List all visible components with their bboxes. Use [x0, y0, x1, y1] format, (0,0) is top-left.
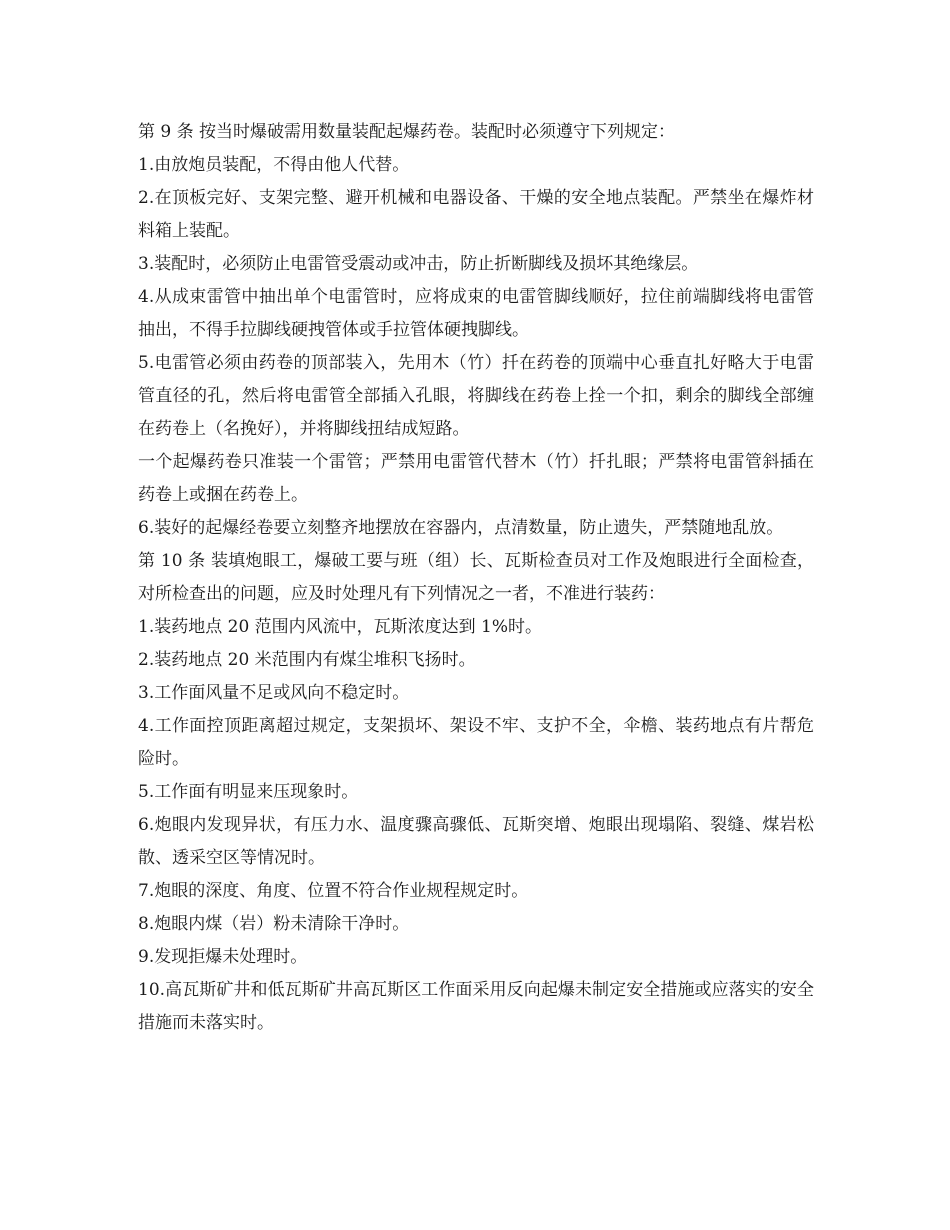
article-10-item-9: 9.发现拒爆未处理时。 [138, 947, 308, 967]
article-10-item-3: 3.工作面风量不足或风向不稳定时。 [138, 683, 410, 703]
article-10-item-7: 7.炮眼的深度、角度、位置不符合作业规程规定时。 [138, 881, 529, 901]
article-10-item-2: 2.装药地点 20 米范围内有煤尘堆积飞扬时。 [138, 650, 476, 670]
article-9-item-5-note: 一个起爆药卷只准装一个雷管；严禁用电雷管代替木（竹）扦扎眼；严禁将电雷管斜插在药卷上或捆在药卷上。 [138, 452, 814, 505]
article-9-item-1: 1.由放炮员装配，不得由他人代替。 [138, 155, 410, 175]
article-9-item-2: 2.在顶板完好、支架完整、避开机械和电器设备、干燥的安全地点装配。严禁坐在爆炸材料箱上装配。 [138, 188, 814, 241]
article-9-item-4: 4.从成束雷管中抽出单个电雷管时，应将成束的电雷管脚线顺好，拉住前端脚线将电雷管抽出，不得手拉脚线硬拽管体或手拉管体硬拽脚线。 [138, 287, 814, 340]
document-body [138, 116, 814, 1040]
article-10-item-8: 8.炮眼内煤（岩）粉未清除干净时。 [138, 914, 410, 934]
article-9-item-3: 3.装配时，必须防止电雷管受震动或冲击，防止折断脚线及损坏其绝缘层。 [138, 254, 699, 274]
article-10-item-6: 6.炮眼内发现异状，有压力水、温度骤高骤低、瓦斯突增、炮眼出现塌陷、裂缝、煤岩松散、透采空区等情况时。 [138, 815, 814, 868]
article-9-item-5: 5.电雷管必须由药卷的顶部装入，先用木（竹）扦在药卷的顶端中心垂直扎好略大于电雷管直径的孔，然后将电雷管全部插入孔眼，将脚线在药卷上拴一个扣，剩余的脚线全部缠在药卷上（名挽好），并将脚线扭结成短路。 [138, 353, 814, 439]
article-10-item-10: 10.高瓦斯矿井和低瓦斯矿井高瓦斯区工作面采用反向起爆未制定安全措施或应落实的安全措施而未落实时。 [138, 980, 814, 1033]
article-9-item-6: 6.装好的起爆经卷要立刻整齐地摆放在容器内，点清数量，防止遗失，严禁随地乱放。 [138, 518, 784, 538]
article-10-item-5: 5.工作面有明显来压现象时。 [138, 782, 359, 802]
article-10-item-4: 4.工作面控顶距离超过规定，支架损坏、架设不牢、支护不全，伞檐、装药地点有片帮危险时。 [138, 716, 814, 769]
article-10-heading: 第 10 条 装填炮眼工，爆破工要与班（组）长、瓦斯检查员对工作及炮眼进行全面检查，对所检查出的问题，应及时处理凡有下列情况之一者，不准进行装药： [138, 551, 814, 604]
article-10-item-1: 1.装药地点 20 范围内风流中，瓦斯浓度达到 1%时。 [138, 617, 543, 637]
article-9-heading: 第 9 条 按当时爆破需用数量装配起爆药卷。装配时必须遵守下列规定： [138, 122, 676, 142]
